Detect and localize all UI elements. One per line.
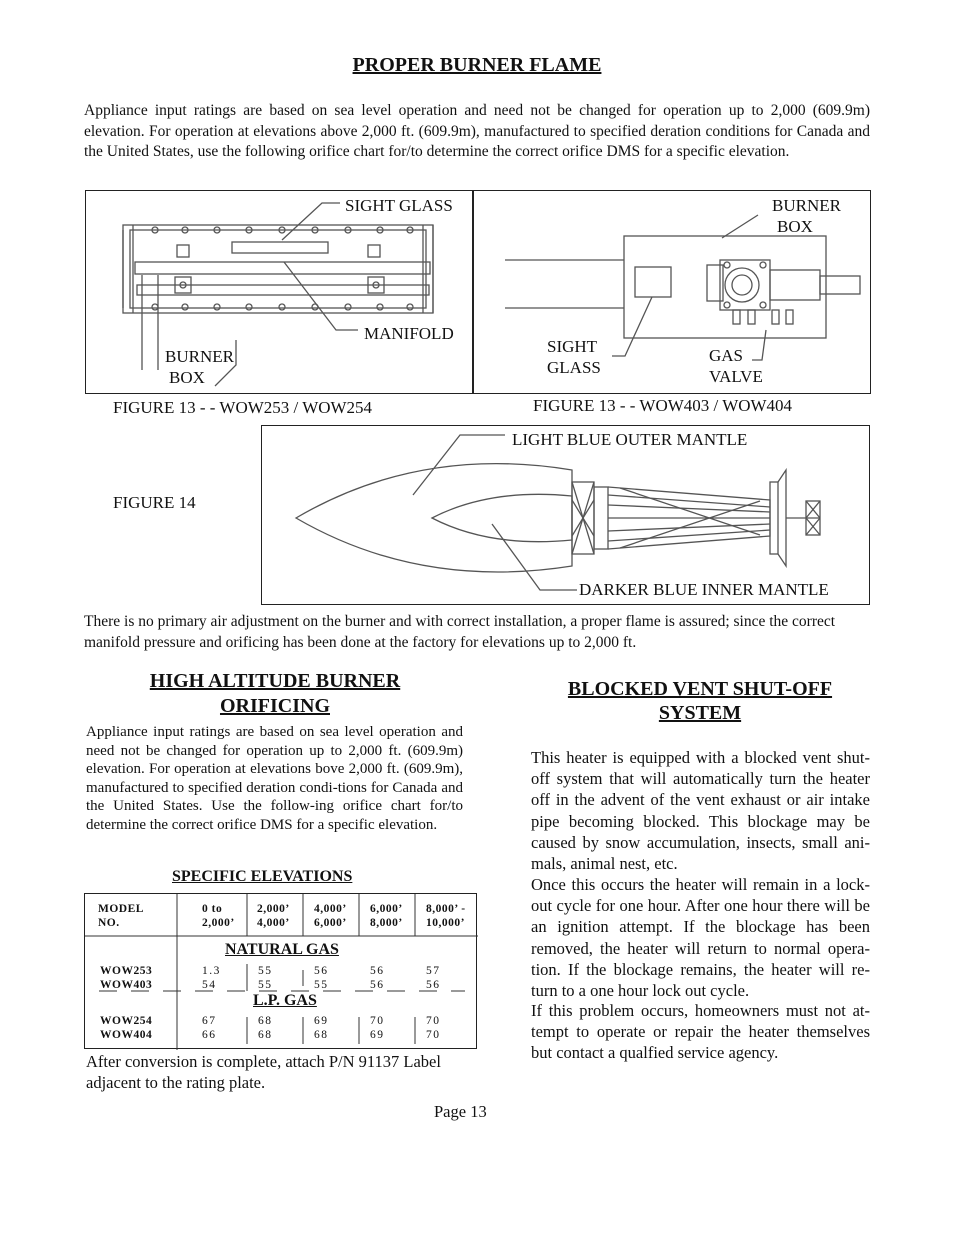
fig13a-caption: FIGURE 13 - - WOW253 / WOW254: [113, 398, 373, 417]
header-model: MODEL NO.: [98, 903, 144, 929]
lp-row-2-c1: 66: [202, 1029, 217, 1041]
high-altitude-title-line1: HIGH ALTITUDE BURNER: [149, 670, 401, 692]
fig13a-manifold-label: MANIFOLD: [364, 324, 454, 343]
header-0-2000: 0 to 2,000’: [202, 903, 235, 929]
fig13a-box-label: BOX: [169, 368, 205, 387]
page-number: Page 13: [434, 1102, 487, 1121]
lp-row-1-c3: 69: [314, 1015, 329, 1027]
flame-note: There is no primary air adjustment on the burner and with correct installation, a proper flame is assured; since the correct manifold pressure and orificing has been done at the factory for elevations up to 2,000 ft.: [84, 613, 836, 651]
ng-row-1-c5: 57: [426, 965, 441, 977]
header-8000-10000: 8,000’ - 10,000’: [426, 903, 466, 929]
blocked-vent-paragraph-1: This heater is equipped with a blocked vent shut-off system that will automatically turn the heater off in the advent of the vent exhaust or air intake pipe becoming blocked. This blockage may be caused by snow accumulation, insects, small ani-mals, animal nest, etc.: [531, 748, 870, 874]
high-altitude-body: Appliance input ratings are based on sea level operation and need not be changed for operation up to 2,000 ft. (609.9m) elevation. For operation at elevations bove 2,000 ft. (609.9m), manufactured to specified deration condi-tions for Canada and the United States. Use the follow-ing orifice chart for/to determine the correct orifice DMS for a specific elevation.: [86, 724, 463, 833]
ng-row-2-c5: 56: [426, 979, 441, 991]
ng-row-1-model: WOW253: [100, 965, 153, 977]
lp-row-1-c4: 70: [370, 1015, 385, 1027]
ng-row-1-c3: 56: [314, 965, 329, 977]
table-title: SPECIFIC ELEVATIONS: [172, 868, 353, 885]
blocked-vent-title-line1: BLOCKED VENT SHUT-OFF: [567, 678, 833, 700]
header-4000-6000: 4,000’ 6,000’: [314, 903, 347, 929]
intro-paragraph: Appliance input ratings are based on sea level operation and need not be changed for operation up to 2,000 (609.9m) elevation. For operation at elevations above 2,000 ft. (609.9m), manufactured to specified deration conditions for Canada and the United States, use the following orifice chart for/to determine the correct orifice DMS for a specific elevation.: [84, 102, 870, 160]
fig13b-caption: FIGURE 13 - - WOW403 / WOW404: [533, 396, 793, 415]
fig13b-sight-label: SIGHT: [547, 337, 598, 356]
natural-gas-label: NATURAL GAS: [225, 941, 339, 958]
lp-row-2-c5: 70: [426, 1029, 441, 1041]
fig14-caption: FIGURE 14: [113, 493, 196, 512]
fig14-outer-mantle-label: LIGHT BLUE OUTER MANTLE: [512, 430, 748, 449]
header-2000-4000: 2,000’ 4,000’: [257, 903, 290, 929]
fig13b-box-label: BOX: [777, 217, 813, 236]
blocked-vent-paragraph-3: If this problem occurs, homeowners must not at-tempt to operate or repair the heater themselves but contact a qualfied service agency.: [531, 1001, 870, 1063]
ng-row-1-c1: 1.3: [202, 965, 221, 977]
after-conversion-note: After conversion is complete, attach P/N 91137 Label adjacent to the rating plate.: [86, 1052, 441, 1092]
ng-row-1-c2: 55: [258, 965, 273, 977]
fig13b-gas-label: GAS: [709, 346, 744, 365]
lp-row-2-c3: 68: [314, 1029, 329, 1041]
fig13b-valve-label: VALVE: [709, 367, 763, 386]
lp-row-2-c2: 68: [258, 1029, 273, 1041]
lp-gas-label: L.P. GAS: [253, 992, 317, 1009]
header-6000-8000: 6,000’ 8,000’: [370, 903, 403, 929]
lp-row-2-c4: 69: [370, 1029, 385, 1041]
lp-row-1-c5: 70: [426, 1015, 441, 1027]
ng-row-1-c4: 56: [370, 965, 385, 977]
fig14-inner-mantle-label: DARKER BLUE INNER MANTLE: [579, 580, 829, 599]
ng-row-2-c4: 56: [370, 979, 385, 991]
ng-row-2-model: WOW403: [100, 979, 153, 991]
fig13b-burner-label: BURNER: [772, 196, 841, 215]
fig13b-glass-label: GLASS: [547, 358, 601, 377]
page-title: PROPER BURNER FLAME: [352, 54, 602, 76]
ng-row-2-c1: 54: [202, 979, 217, 991]
orifice-table: [84, 893, 477, 1049]
ng-row-2-c3: 55: [314, 979, 329, 991]
lp-row-2-model: WOW404: [100, 1029, 153, 1041]
lp-row-1-c2: 68: [258, 1015, 273, 1027]
high-altitude-title-line2: ORIFICING: [219, 695, 330, 717]
fig13a-sight-glass-label: SIGHT GLASS: [345, 196, 453, 215]
lp-row-1-model: WOW254: [100, 1015, 153, 1027]
blocked-vent-paragraph-2: Once this occurs the heater will remain in a lock-out cycle for one hour. After one hour there will be an ignition attempt. If the blockage has been removed, the heater will return to normal opera-tion. If the blockage remains, the heater will re-turn to a one hour lock out cycle.: [531, 875, 870, 1001]
fig13a-burner-label: BURNER: [165, 347, 234, 366]
lp-row-1-c1: 67: [202, 1015, 217, 1027]
figure-14-frame: [261, 425, 870, 605]
blocked-vent-title-line2: SYSTEM: [658, 702, 742, 724]
ng-row-2-c2: 55: [258, 979, 273, 991]
